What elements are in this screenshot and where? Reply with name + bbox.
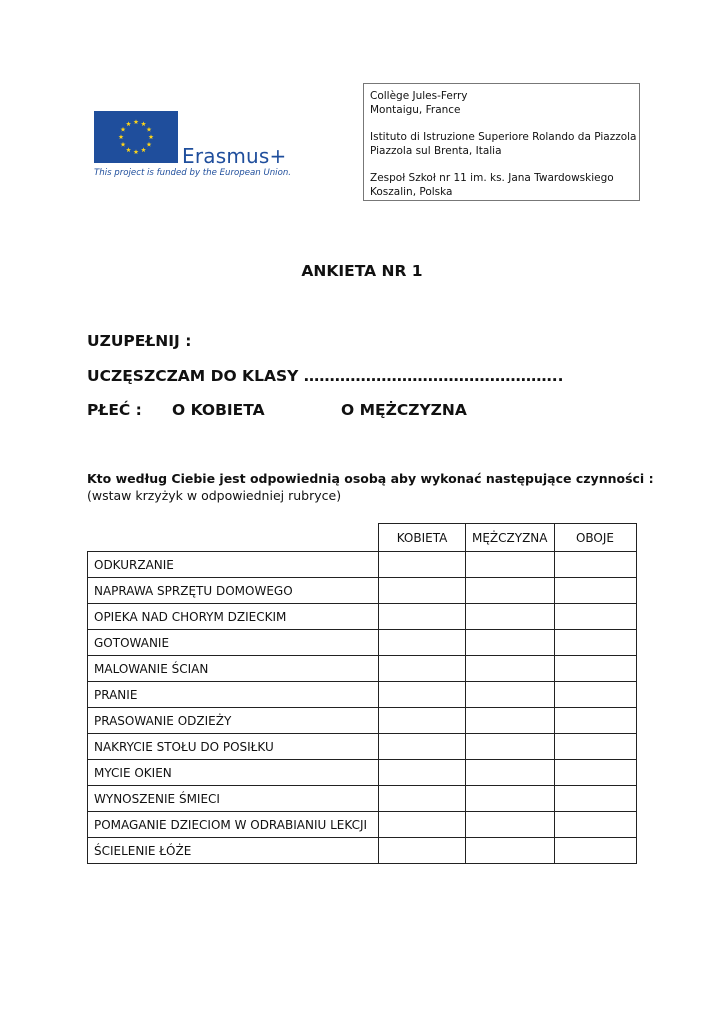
school-name: Collège Jules-Ferry bbox=[370, 90, 468, 102]
fill-in-heading: UZUPEŁNIJ : bbox=[87, 332, 192, 350]
task-label: GOTOWANIE bbox=[88, 630, 379, 656]
class-field[interactable]: UCZĘSZCZAM DO KLASY ………………………………………….. bbox=[87, 367, 564, 385]
erasmus-logo bbox=[94, 111, 294, 181]
table-row bbox=[88, 630, 637, 656]
survey-question bbox=[87, 470, 654, 504]
answer-cell-male[interactable] bbox=[466, 838, 555, 864]
gender-label: PŁEĆ : bbox=[87, 401, 142, 419]
answer-cell-male[interactable] bbox=[466, 760, 555, 786]
table-row bbox=[88, 682, 637, 708]
table-row bbox=[88, 838, 637, 864]
school-location: Piazzola sul Brenta, Italia bbox=[370, 145, 502, 157]
task-label: NAPRAWA SPRZĘTU DOMOWEGO bbox=[88, 578, 379, 604]
answer-cell-both[interactable] bbox=[554, 812, 636, 838]
table-row bbox=[88, 578, 637, 604]
gender-option-male[interactable]: O MĘŻCZYZNA bbox=[341, 401, 467, 419]
answer-cell-male[interactable] bbox=[466, 552, 555, 578]
task-label: PRANIE bbox=[88, 682, 379, 708]
answer-cell-both[interactable] bbox=[554, 656, 636, 682]
answer-cell-female[interactable] bbox=[379, 838, 466, 864]
answer-cell-male[interactable] bbox=[466, 708, 555, 734]
school-name: Zespoł Szkoł nr 11 im. ks. Jana Twardowskiego bbox=[370, 172, 614, 184]
answer-cell-female[interactable] bbox=[379, 760, 466, 786]
task-label: NAKRYCIE STOŁU DO POSIŁKU bbox=[88, 734, 379, 760]
task-label: PRASOWANIE ODZIEŻY bbox=[88, 708, 379, 734]
answer-cell-female[interactable] bbox=[379, 630, 466, 656]
school-entry bbox=[370, 89, 633, 117]
answer-cell-both[interactable] bbox=[554, 630, 636, 656]
answer-cell-male[interactable] bbox=[466, 786, 555, 812]
answer-cell-both[interactable] bbox=[554, 578, 636, 604]
task-label: ODKURZANIE bbox=[88, 552, 379, 578]
answer-cell-both[interactable] bbox=[554, 682, 636, 708]
answer-cell-both[interactable] bbox=[554, 604, 636, 630]
answer-cell-both[interactable] bbox=[554, 786, 636, 812]
gender-option-female[interactable]: O KOBIETA bbox=[172, 401, 265, 419]
task-label: MALOWANIE ŚCIAN bbox=[88, 656, 379, 682]
table-row bbox=[88, 604, 637, 630]
column-header-both: OBOJE bbox=[554, 524, 636, 552]
table-row bbox=[88, 708, 637, 734]
answer-cell-male[interactable] bbox=[466, 656, 555, 682]
school-name: Istituto di Istruzione Superiore Rolando da Piazzola bbox=[370, 131, 637, 143]
task-label: OPIEKA NAD CHORYM DZIECKIM bbox=[88, 604, 379, 630]
answer-cell-both[interactable] bbox=[554, 760, 636, 786]
school-entry bbox=[370, 130, 637, 158]
table-row bbox=[88, 656, 637, 682]
answer-cell-female[interactable] bbox=[379, 682, 466, 708]
answer-cell-male[interactable] bbox=[466, 604, 555, 630]
eu-flag-icon bbox=[94, 111, 178, 163]
partner-schools-box bbox=[363, 83, 640, 201]
answer-cell-female[interactable] bbox=[379, 708, 466, 734]
task-label: POMAGANIE DZIECIOM W ODRABIANIU LEKCJI bbox=[88, 812, 379, 838]
table-header-row bbox=[88, 524, 637, 552]
answer-cell-female[interactable] bbox=[379, 656, 466, 682]
answer-cell-both[interactable] bbox=[554, 838, 636, 864]
school-entry bbox=[370, 171, 633, 199]
table-row bbox=[88, 786, 637, 812]
answer-cell-male[interactable] bbox=[466, 578, 555, 604]
answer-cell-both[interactable] bbox=[554, 552, 636, 578]
answer-cell-female[interactable] bbox=[379, 786, 466, 812]
page-title: ANKIETA NR 1 bbox=[301, 262, 423, 280]
header-empty-cell bbox=[88, 524, 379, 552]
answer-cell-male[interactable] bbox=[466, 630, 555, 656]
erasmus-brand: Erasmus+ bbox=[182, 144, 287, 168]
table-row bbox=[88, 734, 637, 760]
answer-cell-male[interactable] bbox=[466, 682, 555, 708]
funding-note: This project is funded by the European Union. bbox=[94, 168, 292, 178]
survey-table bbox=[87, 523, 637, 864]
table-row bbox=[88, 812, 637, 838]
column-header-male: MĘŻCZYZNA bbox=[466, 524, 555, 552]
answer-cell-both[interactable] bbox=[554, 734, 636, 760]
column-header-female: KOBIETA bbox=[379, 524, 466, 552]
task-label: MYCIE OKIEN bbox=[88, 760, 379, 786]
answer-cell-both[interactable] bbox=[554, 708, 636, 734]
school-location: Koszalin, Polska bbox=[370, 186, 453, 198]
task-label: WYNOSZENIE ŚMIECI bbox=[88, 786, 379, 812]
table-row bbox=[88, 760, 637, 786]
answer-cell-male[interactable] bbox=[466, 812, 555, 838]
task-label: ŚCIELENIE ŁÓŻE bbox=[88, 838, 379, 864]
question-instruction: (wstaw krzyżyk w odpowiedniej rubryce) bbox=[87, 488, 342, 503]
answer-cell-female[interactable] bbox=[379, 552, 466, 578]
question-text: Kto według Ciebie jest odpowiednią osobą aby wykonać następujące czynności : bbox=[87, 471, 654, 486]
answer-cell-female[interactable] bbox=[379, 578, 466, 604]
table-row bbox=[88, 552, 637, 578]
answer-cell-female[interactable] bbox=[379, 812, 466, 838]
school-location: Montaigu, France bbox=[370, 104, 461, 116]
answer-cell-male[interactable] bbox=[466, 734, 555, 760]
answer-cell-female[interactable] bbox=[379, 734, 466, 760]
answer-cell-female[interactable] bbox=[379, 604, 466, 630]
